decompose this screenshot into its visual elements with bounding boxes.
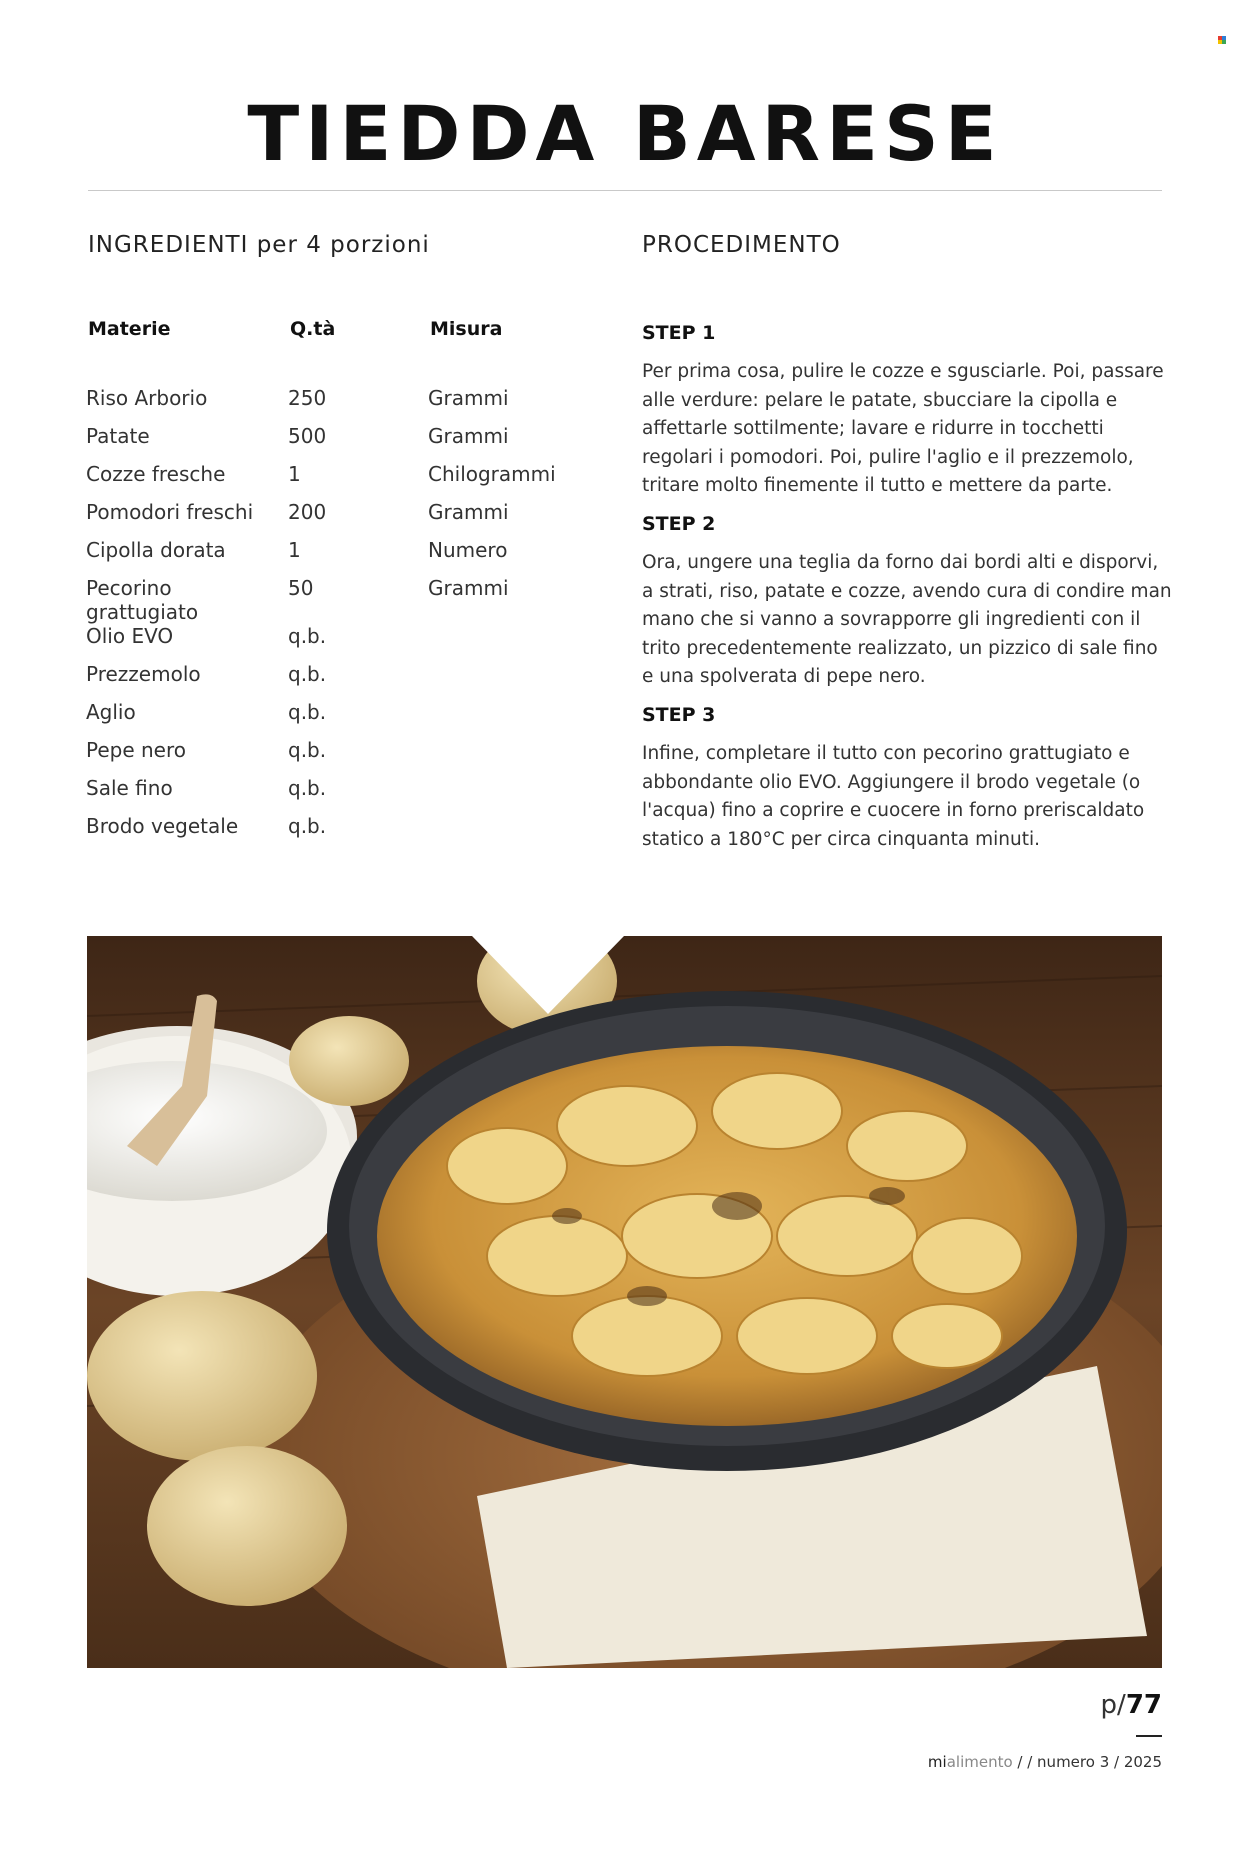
- ingredient-unit: [428, 700, 630, 738]
- ingredient-name: Pecorino grattugiato: [86, 576, 199, 624]
- column-header-misura: Misura: [430, 318, 503, 340]
- ingredient-unit: [428, 738, 630, 776]
- ingredient-quantity: q.b.: [288, 700, 327, 724]
- ingredient-unit: [428, 814, 630, 852]
- ingredient-quantity: 1: [288, 538, 301, 562]
- step-title: STEP 3: [642, 703, 716, 726]
- column-header-materie: Materie: [88, 318, 171, 340]
- title-divider: [88, 190, 1162, 191]
- ingredient-quantity: q.b.: [288, 814, 327, 838]
- ingredients-heading: INGREDIENTI per 4 porzioni: [88, 232, 430, 258]
- table-row: [86, 386, 630, 424]
- table-row: [86, 814, 630, 852]
- ingredient-quantity: q.b.: [288, 662, 327, 686]
- ingredient-unit: Grammi: [428, 576, 509, 600]
- procedure-heading: PROCEDIMENTO: [642, 232, 841, 258]
- ingredient-quantity: q.b.: [288, 624, 327, 648]
- ingredient-name: Riso Arborio: [86, 386, 208, 410]
- table-row: [86, 776, 630, 814]
- ingredient-unit: Numero: [428, 538, 508, 562]
- ingredients-table: [86, 318, 630, 852]
- page-number-underline: [1136, 1735, 1162, 1737]
- procedure-steps: [642, 322, 1172, 866]
- table-row: [86, 500, 630, 538]
- ingredient-unit: Grammi: [428, 500, 509, 524]
- footer-issue: [928, 1753, 1162, 1771]
- step-title: STEP 2: [642, 512, 716, 535]
- ingredient-name: Pepe nero: [86, 738, 187, 762]
- dish-photo: [87, 936, 1162, 1668]
- ingredients-header-row: [86, 318, 630, 386]
- ingredient-name: Pomodori freschi: [86, 500, 254, 524]
- ingredient-name: Prezzemolo: [86, 662, 201, 686]
- corner-color-mark: [1218, 36, 1226, 44]
- table-row: [86, 424, 630, 462]
- ingredient-unit: Grammi: [428, 424, 509, 448]
- ingredient-quantity: 200: [288, 500, 327, 524]
- table-row: [86, 576, 630, 624]
- step-1: [642, 322, 1172, 501]
- table-row: [86, 538, 630, 576]
- ingredient-unit: Chilogrammi: [428, 462, 556, 486]
- step-title: STEP 1: [642, 322, 716, 344]
- column-header-quantita: Q.tà: [290, 318, 336, 340]
- issue-info: / / numero 3 / 2025: [1012, 1753, 1162, 1771]
- ingredient-unit: [428, 662, 630, 700]
- table-row: [86, 700, 630, 738]
- page-number-value: 77: [1125, 1690, 1162, 1720]
- ingredient-name: Olio EVO: [86, 624, 174, 648]
- step-3: [642, 704, 1172, 854]
- table-row: [86, 738, 630, 776]
- step-text: Infine, completare il tutto con pecorino grattugiato e abbondante olio EVO. Aggiungere il brodo vegetale (o l'acqua) fino a coprire e cuocere in forno preriscaldato statico a 180°C per circa cinquanta minuti.: [642, 742, 1145, 850]
- ingredient-name: Patate: [86, 424, 150, 448]
- table-row: [86, 462, 630, 500]
- ingredient-quantity: 250: [288, 386, 327, 410]
- table-row: [86, 662, 630, 700]
- page-title: TIEDDA BARESE: [247, 89, 1003, 178]
- step-2: [642, 513, 1172, 692]
- ingredient-name: Cozze fresche: [86, 462, 226, 486]
- ingredient-name: Cipolla dorata: [86, 538, 226, 562]
- ingredient-quantity: 50: [288, 576, 314, 600]
- step-text: Ora, ungere una teglia da forno dai bordi alti e disporvi, a strati, riso, patate e cozze, avendo cura di condire man mano che si vanno a sovrapporre gli ingredienti con il trito precedentemente realizzato, un pizzico di sale fino e una spolverata di pepe nero.: [642, 551, 1172, 688]
- ingredient-quantity: q.b.: [288, 738, 327, 762]
- ingredient-quantity: 1: [288, 462, 301, 486]
- ingredient-name: Aglio: [86, 700, 136, 724]
- step-text: Per prima cosa, pulire le cozze e sgusciarle. Poi, passare alle verdure: pelare le patate, sbucciare la cipolla e affettarle sottilmente; lavare e ridurre in tocchetti regolari i pomodori. Poi, pulire l'aglio e il prezzemolo, tritare molto finemente il tutto e mettere da parte.: [642, 361, 1164, 497]
- brand-alimento: alimento: [946, 1753, 1013, 1771]
- ingredient-unit: [428, 776, 630, 814]
- brand-mi: mi: [927, 1753, 947, 1771]
- page-prefix: p/: [1100, 1690, 1126, 1720]
- ingredient-unit: [428, 624, 630, 662]
- ingredient-name: Brodo vegetale: [86, 814, 239, 838]
- ingredient-quantity: 500: [288, 424, 327, 448]
- ingredient-quantity: q.b.: [288, 776, 327, 800]
- ingredient-unit: Grammi: [428, 386, 509, 410]
- table-row: [86, 624, 630, 662]
- ingredient-name: Sale fino: [86, 776, 173, 800]
- page-number: [1101, 1690, 1162, 1720]
